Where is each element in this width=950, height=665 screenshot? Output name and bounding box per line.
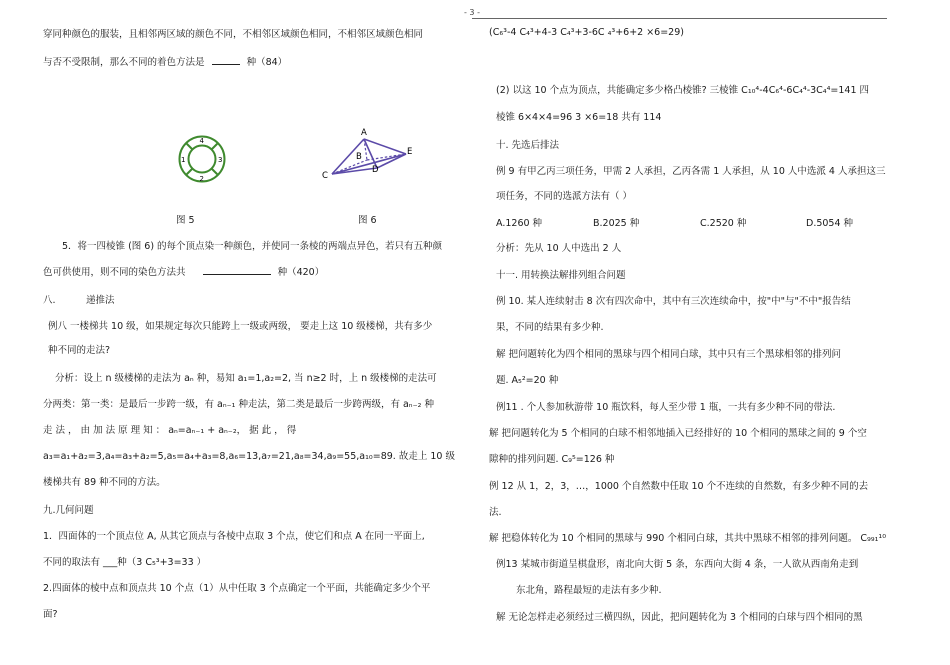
fig6-label-a: A — [361, 128, 367, 138]
left-paragraph-2 — [43, 54, 287, 68]
analysis-line-3: 走 法 ， 由 加 法 原 理 知 ： aₙ=aₙ₋₁ + aₙ₋₂， 据 此 ， 得 — [43, 425, 297, 436]
header-rule — [472, 18, 887, 19]
option-b: B.2025 种 — [593, 218, 640, 229]
section-8-title: 递推法 — [86, 295, 115, 306]
option-a: A.1260 种 — [496, 218, 543, 229]
left-paragraph-2-answer: 种（84） — [246, 57, 288, 68]
example-9-line-2: 项任务，不同的选派方法有（ ） — [496, 191, 633, 202]
fig6-label-b: B — [356, 152, 362, 162]
section-11-title: 十一. 用转换法解排列组合问题 — [496, 270, 626, 281]
geometry-q2-line-1: 2.四面体的棱中点和顶点共 10 个点（1）从中任取 3 个点确定一个平面，共能确定多少个平 — [43, 583, 431, 594]
example-13-line-1: 例13 某城市街道呈棋盘形，南北向大街 5 条，东西向大街 4 条，一人欲从西南角走到 — [496, 559, 859, 570]
left-paragraph-2-text: 与否不受限制，那么不同的着色方法是 — [43, 57, 205, 68]
example-12-line-1: 例 12 从 1，2，3，…，1000 个自然数中任取 10 个不连续的自然数，有多少种不同的去 — [489, 481, 869, 492]
example-10-line-2: 果，不同的结果有多少种. — [496, 322, 604, 333]
solution-11-line-2: 隙种的排列问题. C₉⁵=126 种 — [489, 454, 615, 465]
section-10-title: 十. 先选后排法 — [496, 140, 560, 151]
option-c: C.2520 种 — [700, 218, 747, 229]
fig6-label-d: D — [372, 165, 379, 175]
fig5-label-1: 1 — [181, 156, 186, 164]
analysis-line-1: 分析：设上 n 级楼梯的走法为 aₙ 种，易知 a₁=1,a₂=2, 当 n≥2 时，上 n 级楼梯的走法可 — [55, 373, 437, 384]
right-formula-line: (C₆³-4 C₄³+4-3 C₄³+3-6C ₄³+6+2 ×6=29) — [489, 27, 684, 38]
page-number: - 3 - — [464, 8, 480, 17]
solution-12: 解 把稳体转化为 10 个相同的黑球与 990 个相同白球，其共中黑球不相邻的排列问题。 C₉₉₁¹⁰ — [489, 533, 887, 544]
right-question-2-line-2: 棱锥 6×4×4=96 3 ×6=18 共有 114 — [496, 112, 662, 123]
section-8-number: 八. — [43, 295, 56, 306]
figure-5-ring-diagram — [176, 133, 228, 185]
fig5-label-4: 4 — [199, 137, 204, 145]
question-5-line-2 — [43, 264, 324, 278]
left-paragraph-1: 穿同种颜色的服装，且相邻两区域的颜色不同，不相邻区域颜色相同，不相邻区域颜色相同 — [43, 29, 424, 40]
analysis-line-4: a₃=a₁+a₂=3,a₄=a₃+a₂=5,a₅=a₄+a₃=8,a₆=13,a₇=21,a₈=34,a₉=55,a₁₀=89. 故走上 10 级 — [43, 451, 455, 462]
question-5-line-1: 5．将一四棱锥 (图 6) 的每个顶点染一种颜色，并使同一条棱的两端点异色，若只有五种颜 — [62, 241, 443, 252]
analysis-line-5: 楼梯共有 89 种不同的方法。 — [43, 477, 166, 488]
fig6-label-c: C — [322, 171, 328, 181]
analysis-line-2: 分两类：第一类：是最后一步跨一级，有 aₙ₋₁ 种走法，第二类是最后一步跨两级，有 aₙ₋₂ 种 — [43, 399, 434, 410]
question-5-text: 色可供使用，则不同的染色方法共 — [43, 267, 186, 278]
fig5-label-3: 3 — [218, 156, 223, 164]
solution-10-line-1: 解 把问题转化为四个相同的黑球与四个相同白球，其中只有三个黑球相邻的排列问 — [496, 349, 842, 360]
solution-11-line-1: 解 把问题转化为 5 个相同的白球不相邻地插入已经排好的 10 个相同的黑球之间的 9 个空 — [489, 428, 867, 439]
example-13-line-2: 东北角，路程最短的走法有多少种. — [516, 585, 662, 596]
example-9-line-1: 例 9 有甲乙丙三项任务，甲需 2 人承担，乙丙各需 1 人承担，从 10 人中选派 4 人承担这三 — [496, 166, 886, 177]
solution-13: 解 无论怎样走必须经过三横四纵，因此，把问题转化为 3 个相同的白球与四个相同的黑 — [496, 612, 863, 623]
right-question-2-line-1: (2) 以这 10 个点为顶点，共能确定多少格凸棱锥? 三棱锥 C₁₀⁴-4C₆⁴-6C₄⁴-3C₄⁴=141 四 — [496, 85, 870, 96]
section-9-title: 九.几何问题 — [43, 505, 94, 516]
fig6-caption: 图 6 — [358, 215, 377, 226]
answer-blank — [212, 55, 240, 65]
geometry-q2-line-2: 面? — [43, 609, 58, 620]
geometry-q1-line-1: 1．四面体的一个顶点位 A, 从其它顶点与各棱中点取 3 个点，使它们和点 A 在同一平面上, — [43, 531, 425, 542]
example-11: 例11 . 个人参加秋游带 10 瓶饮料，每人至少带 1 瓶，一共有多少种不同的带法. — [496, 402, 836, 413]
example-8-line-2: 种不同的走法? — [48, 345, 111, 356]
example-8-line-1: 例八 一楼梯共 10 级，如果规定每次只能跨上一级或两级， 要走上这 10 级楼梯，共有多少 — [48, 321, 433, 332]
geometry-q1-line-2: 不同的取法有 ___种（3 C₅³+3=33 ） — [43, 557, 207, 568]
fig5-caption: 图 5 — [176, 215, 195, 226]
example-10-line-1: 例 10. 某人连续射击 8 次有四次命中，其中有三次连续命中，按"中"与"不中"报告结 — [496, 296, 851, 307]
option-d: D.5054 种 — [806, 218, 854, 229]
example-12-line-2: 法. — [489, 507, 502, 518]
answer-blank — [203, 265, 271, 275]
solution-10-line-2: 题. A₅²=20 种 — [496, 375, 559, 386]
figure-6-pyramid-diagram — [318, 127, 422, 185]
example-9-analysis: 分析：先从 10 人中选出 2 人 — [496, 243, 622, 254]
fig5-label-2: 2 — [199, 175, 204, 183]
question-5-answer: 种（420） — [277, 267, 325, 278]
fig6-label-e: E — [407, 147, 413, 157]
